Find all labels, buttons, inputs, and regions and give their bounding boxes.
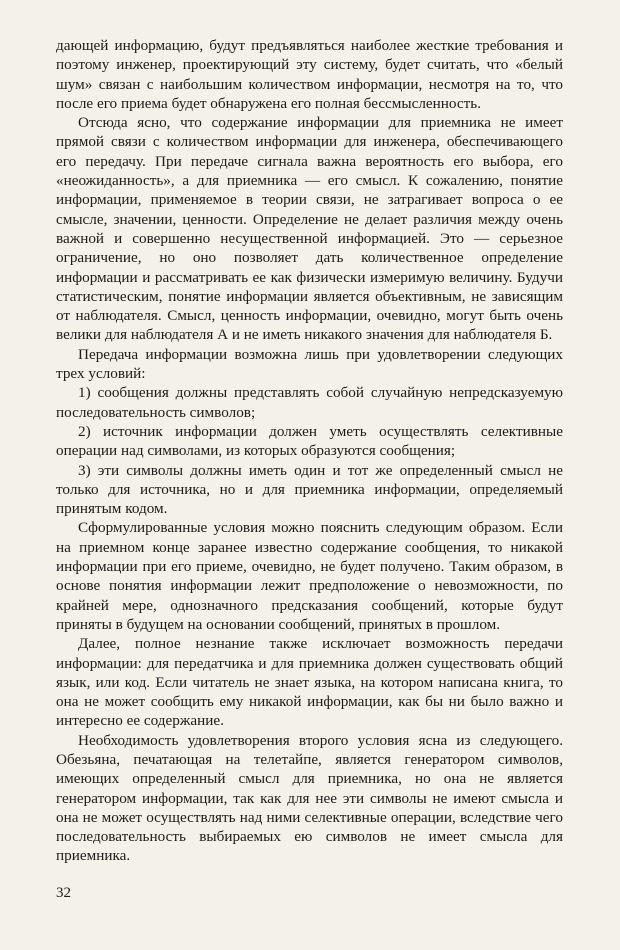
paragraph-common-code: Далее, полное незнание также исключает возможность передачи информации: для передатчика и для приемника должен существовать общий язык, или код. Если читатель не знает языка, на котором написана книга, то она не может сообщить ему никакой информации, как бы ни было важно и интересно ее содержание. — [56, 635, 563, 730]
paragraph-conditions-intro: Передача информации возможна лишь при удовлетворении следующих трех условий: — [56, 345, 563, 383]
condition-3: 3) эти символы должны иметь один и тот же определенный смысл не только для источника, но и для приемника информации, определяемый принятым кодом. — [56, 461, 563, 518]
condition-2: 2) источник информации должен уметь осуществлять селективные операции над символами, из которых образуются сообщения; — [56, 422, 563, 460]
page-number: 32 — [56, 885, 71, 901]
body-text — [56, 36, 563, 866]
paragraph-continuation: дающей информацию, будут предъявляться наиболее жесткие требования и поэтому инженер, проектирующий эту систему, будет считать, что «белый шум» связан с наибольшим количеством информации, несмотря на то, что после его приема будет обнаружена его полная бессмысленность. — [56, 37, 563, 112]
paragraph-content-vs-quantity: Отсюда ясно, что содержание информации для приемника не имеет прямой связи с количеством информации для инженера, обеспечивающего его передачу. При передаче сигнала важна вероятность его выбора, его «неожиданность», а для приемника — его смысл. К сожалению, понятие информации, применяемое в теории связи, не затрагивает вопроса о ее смысле, значении, ценности. Определение не делает различия между очень важной и совершенно несущественной информацией. Это — серьезное ограничение, но оно позволяет дать количественное определение информации и рассматривать ее как физически измеримую величину. Будучи статистическим, понятие информации является объективным, не зависящим от наблюдателя. Смысл, ценность информации, очевидно, могут быть очень велики для наблюдателя А и не иметь никакого значения для наблюдателя Б. — [56, 114, 563, 344]
paragraph-conditions-explained: Сформулированные условия можно пояснить следующим образом. Если на приемном конце заранее известно содержание сообщения, то никакой информации при его приеме, очевидно, не будет получено. Таким образом, в основе понятия информации лежит предположение о невозможности, по крайней мере, однозначного предсказания сообщений, которые будут приняты в будущем на основании сообщений, принятых в прошлом. — [56, 519, 563, 633]
paragraph-monkey-example: Необходимость удовлетворения второго условия ясна из следующего. Обезьяна, печатающая на телетайпе, является генератором символов, имеющих определенный смысл для приемника, но она не является генератором информации, так как для нее эти символы не имеют смысла и она не может осуществлять над ними селективные операции, вследствие чего последовательность выбираемых ею символов не имеет смысла для приемника. — [56, 731, 563, 865]
condition-1: 1) сообщения должны представлять собой случайную непредсказуемую последовательность символов; — [56, 384, 563, 421]
